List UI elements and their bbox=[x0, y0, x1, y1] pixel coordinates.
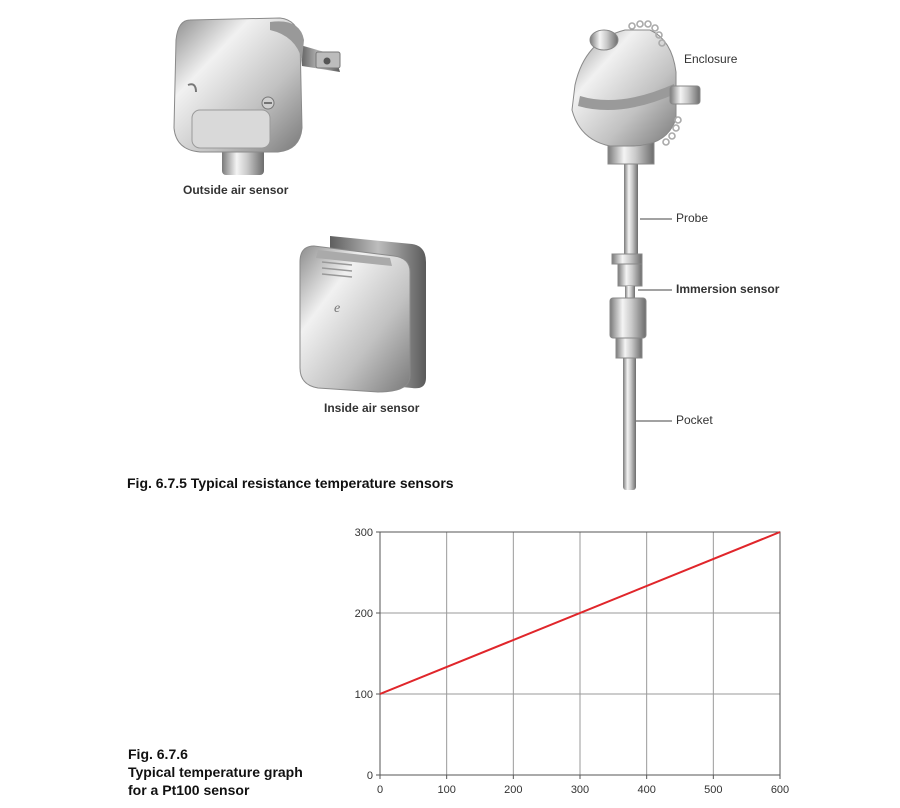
fig-6-7-6-caption-line-2: Typical temperature graph bbox=[128, 764, 303, 780]
fig-6-7-6-caption-line-1: Fig. 6.7.6 bbox=[128, 746, 188, 762]
y-tick-label: 100 bbox=[354, 689, 373, 701]
y-tick-label: 200 bbox=[354, 608, 373, 620]
fig-6-7-5-caption: Fig. 6.7.5 Typical resistance temperature sensors bbox=[127, 475, 454, 491]
immersion-sensor-label: Immersion sensor bbox=[676, 282, 780, 296]
fig-6-7-6-caption-line-3: for a Pt100 sensor bbox=[128, 782, 250, 798]
enclosure-label: Enclosure bbox=[684, 52, 738, 66]
x-tick-label: 0 bbox=[376, 784, 384, 796]
x-tick-label: 600 bbox=[770, 784, 790, 796]
x-tick-label: 200 bbox=[504, 784, 523, 796]
pocket-label: Pocket bbox=[676, 413, 713, 427]
x-tick-label: 500 bbox=[704, 784, 723, 796]
outside-air-sensor-label: Outside air sensor bbox=[183, 183, 289, 197]
x-tick-label: 300 bbox=[570, 784, 590, 796]
inside-air-sensor-label: Inside air sensor bbox=[324, 401, 420, 415]
y-tick-label: 0 bbox=[366, 770, 373, 782]
probe-label: Probe bbox=[676, 211, 709, 225]
y-tick-label: 300 bbox=[354, 527, 373, 539]
x-tick-label: 400 bbox=[637, 784, 656, 796]
svg-text:e: e bbox=[334, 301, 341, 316]
x-tick-label: 100 bbox=[437, 784, 456, 796]
